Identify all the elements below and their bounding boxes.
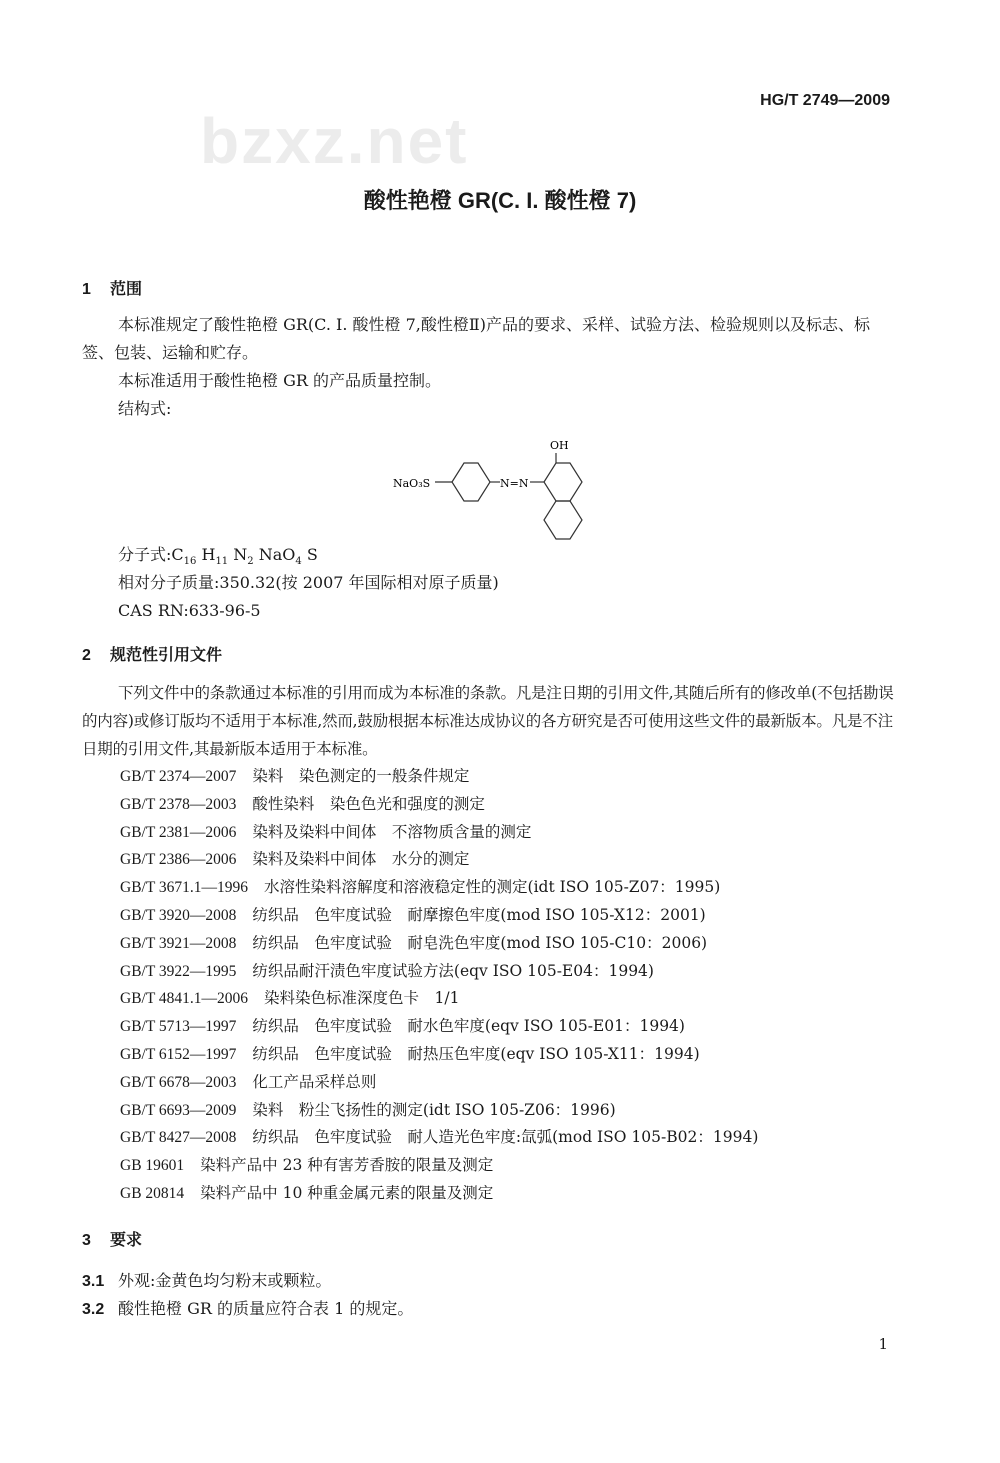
naphthalene-ring-a (544, 463, 582, 501)
reference-title: 纺织品 色牢度试验 耐热压色牢度(eqv ISO 105-X11：1994) (252, 1044, 700, 1063)
clause-number: 3.1 (82, 1273, 105, 1290)
reference-title: 染料及染料中间体 水分的测定 (252, 850, 470, 869)
formula-label: 分子式: (118, 545, 172, 564)
f-c: C (171, 545, 184, 564)
reference-code: GB/T 3671.1—1996 (120, 879, 249, 897)
structural-formula (380, 425, 600, 540)
section-number: 3 (82, 1232, 91, 1249)
reference-code: GB 19601 (120, 1157, 185, 1175)
reference-title: 染料及染料中间体 不溶物质含量的测定 (252, 822, 532, 841)
reference-item (120, 1041, 758, 1069)
reference-code: GB/T 2386—2006 (120, 851, 237, 869)
clause-text: 酸性艳橙 GR 的质量应符合表 1 的规定。 (118, 1299, 414, 1318)
reference-item (120, 819, 758, 847)
requirement-3-2 (82, 1296, 413, 1319)
reference-title: 纺织品 色牢度试验 耐皂洗色牢度(mod ISO 105-C10：2006) (252, 933, 708, 952)
reference-item (120, 1097, 758, 1125)
clause-number: 3.2 (82, 1301, 105, 1318)
reference-title: 纺织品 色牢度试验 耐水色牢度(eqv ISO 105-E01：1994) (252, 1017, 685, 1036)
reference-title: 染料 染色测定的一般条件规定 (252, 767, 470, 785)
scope-text: 本标准规定了酸性艳橙 GR(C. I. 酸性橙 7,酸性橙Ⅱ)产品的要求、采样、试验方法、检验规则以及标志、标签、包装、运输和贮存。 (82, 315, 870, 362)
reference-title: 酸性染料 染色色光和强度的测定 (252, 794, 485, 813)
reference-code: GB/T 4841.1—2006 (120, 990, 249, 1008)
clause-text: 外观:金黄色均匀粉末或颗粒。 (118, 1271, 332, 1290)
sulfonate-label: NaO₃S (393, 477, 431, 490)
requirement-3-1 (82, 1268, 331, 1291)
section-number: 2 (82, 647, 91, 664)
document-title: 酸性艳橙 GR(C. I. 酸性橙 7) (363, 188, 637, 213)
molecular-mass: 相对分子质量:350.32(按 2007 年国际相对原子质量) (118, 573, 499, 592)
applicability-text: 本标准适用于酸性艳橙 GR 的产品质量控制。 (118, 371, 442, 390)
f-cn: 16 (183, 556, 197, 568)
reference-code: GB/T 6678—2003 (120, 1073, 237, 1091)
azo-label: N=N (500, 477, 529, 490)
reference-code: GB 20814 (120, 1184, 185, 1202)
reference-item (120, 763, 758, 791)
f-nn: 2 (247, 556, 254, 568)
reference-code: GB/T 2378—2003 (120, 795, 237, 813)
reference-list (120, 763, 758, 1208)
section-title: 范围 (110, 281, 143, 298)
section-title: 规范性引用文件 (110, 647, 223, 664)
reference-item (120, 1180, 758, 1208)
f-hn: 11 (215, 556, 229, 568)
reference-item (120, 1152, 758, 1180)
cas-number: CAS RN:633-96-5 (118, 601, 261, 620)
reference-item (120, 1013, 758, 1041)
f-on: 4 (295, 556, 302, 568)
structure-label: 结构式: (118, 399, 172, 418)
section-number: 1 (82, 281, 91, 298)
reference-item (120, 902, 758, 930)
reference-code: GB/T 6152—1997 (120, 1045, 237, 1063)
reference-code: GB/T 2381—2006 (120, 823, 237, 841)
reference-code: GB/T 3921—2008 (120, 934, 237, 952)
reference-title: 染料染色标准深度色卡 1/1 (264, 989, 460, 1008)
reference-item (120, 874, 758, 902)
watermark: bzxz.net (200, 105, 469, 177)
normative-text: 下列文件中的条款通过本标准的引用而成为本标准的条款。凡是注日期的引用文件,其随后所有的修改单(不包括勘误的内容)或修订版均不适用于本标准,然而,鼓励根据本标准达成协议的各方研究是否可使用这些文件的最新版本。凡是不注日期的引用文件,其最新版本适用于本标准。 (82, 684, 894, 758)
reference-title: 染料 粉尘飞扬性的测定(idt ISO 105-Z06：1996) (252, 1100, 616, 1119)
reference-code: GB/T 5713—1997 (120, 1018, 237, 1036)
reference-code: GB/T 2374—2007 (120, 768, 237, 785)
reference-item (120, 985, 758, 1013)
reference-title: 染料产品中 10 种重金属元素的限量及测定 (200, 1183, 494, 1202)
reference-title: 水溶性染料溶解度和溶液稳定性的测定(idt ISO 105-Z07：1995) (264, 878, 721, 897)
page-number: 1 (878, 1335, 888, 1353)
reference-item (120, 791, 758, 819)
reference-item (120, 958, 758, 986)
reference-code: GB/T 8427—2008 (120, 1129, 237, 1147)
normative-paragraph (82, 679, 900, 763)
benzene-ring (452, 463, 490, 501)
reference-item (120, 1069, 758, 1097)
reference-title: 纺织品 色牢度试验 耐人造光色牢度:氙弧(mod ISO 105-B02：1994) (252, 1128, 759, 1147)
section-2-heading (82, 642, 222, 665)
section-title: 要求 (110, 1232, 143, 1249)
section-3-heading (82, 1227, 142, 1250)
reference-title: 纺织品 色牢度试验 耐摩擦色牢度(mod ISO 105-X12：2001) (252, 905, 706, 924)
f-h: H (201, 545, 216, 564)
f-s: S (306, 545, 318, 564)
scope-paragraph (82, 311, 900, 423)
reference-item (120, 930, 758, 958)
f-na: NaO (258, 545, 296, 564)
standard-number: HG/T 2749—2009 (760, 92, 890, 109)
reference-item (120, 1124, 758, 1152)
section-1-heading (82, 276, 142, 299)
reference-code: GB/T 6693—2009 (120, 1101, 237, 1119)
hydroxyl-label: OH (550, 439, 569, 452)
f-n: N (233, 545, 248, 564)
reference-item (120, 846, 758, 874)
reference-title: 纺织品耐汗渍色牢度试验方法(eqv ISO 105-E04：1994) (252, 961, 654, 980)
reference-code: GB/T 3920—2008 (120, 906, 237, 924)
naphthalene-ring-b (544, 501, 582, 539)
reference-title: 化工产品采样总则 (252, 1072, 377, 1091)
reference-code: GB/T 3922—1995 (120, 962, 237, 980)
reference-title: 染料产品中 23 种有害芳香胺的限量及测定 (200, 1156, 494, 1175)
